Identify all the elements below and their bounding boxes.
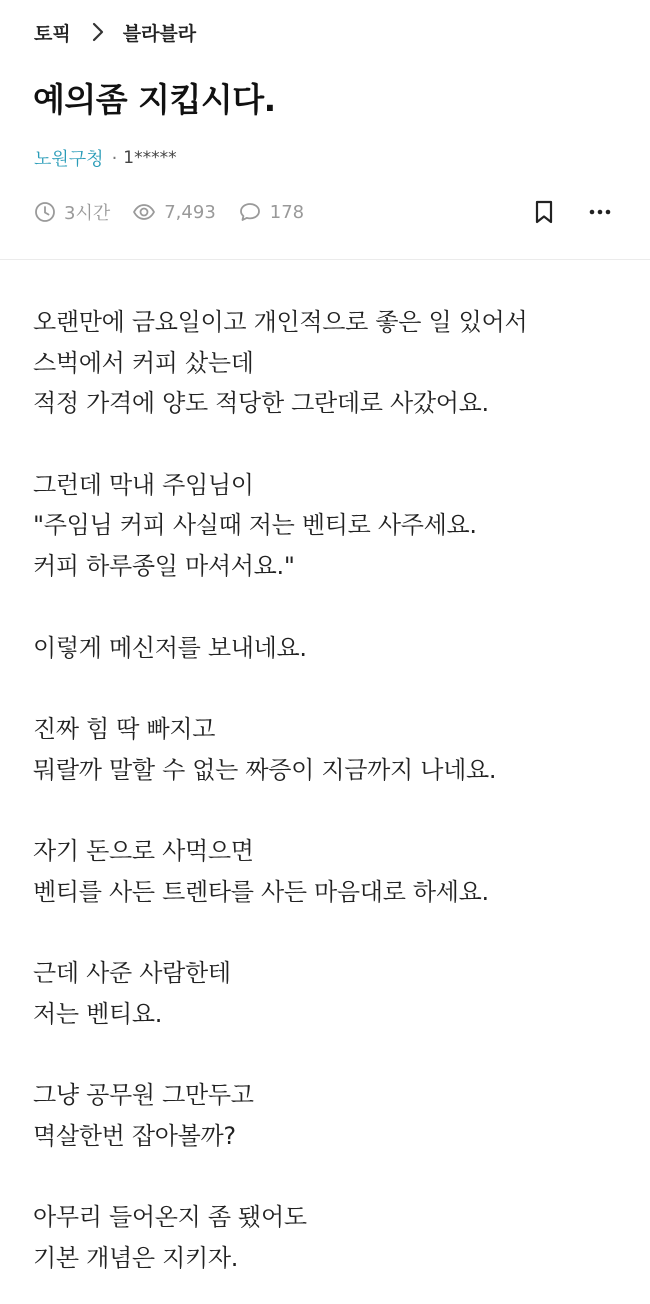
post-paragraph [33,302,623,424]
post-body-line: 저는 벤티요. [33,999,163,1028]
header-divider [0,259,650,260]
post-paragraph [33,628,623,669]
author-info [34,145,177,171]
post-body-line: 뭐랄까 말할 수 없는 짜증이 지금까지 나네요. [33,755,497,784]
bookmark-button[interactable] [528,196,560,228]
breadcrumb [34,19,196,45]
post-views [132,201,216,223]
breadcrumb-topic[interactable]: 토픽 [34,22,71,45]
post-meta [34,196,616,228]
breadcrumb-board[interactable]: 블라블라 [122,22,197,45]
post-paragraph [33,1197,623,1278]
post-body-line: 멱살한번 잡아볼까? [33,1121,236,1150]
post-body-line: 벤티를 사든 트렌타를 사든 마음대로 하세요. [33,877,489,906]
post-time [34,199,110,225]
chevron-right-icon [85,19,111,45]
post-body-line: 아무리 들어온지 좀 됐어도 [33,1203,307,1232]
post-views-count: 7,493 [164,201,216,223]
post-comments-count: 178 [269,201,305,223]
post-comments[interactable] [238,201,304,223]
post-body-line: 스벅에서 커피 샀는데 [33,348,254,377]
comment-icon [238,201,262,223]
post-actions [528,196,616,228]
author-company[interactable]: 노원구청 [34,149,104,170]
post-body-line: 오랜만에 금요일이고 개인적으로 좋은 일 있어서 [33,308,528,336]
post-body-line: 진짜 힘 딱 빠지고 [33,714,216,743]
post-paragraph [33,465,623,587]
more-icon [589,209,611,215]
clock-icon [34,201,56,223]
author-separator: · [111,147,118,169]
post-body [33,302,623,1304]
post-paragraph [33,953,623,1034]
post-body-line: 이렇게 메신저를 보내네요. [33,633,307,662]
bookmark-icon [534,200,554,224]
post-title: 예의좀 지킵시다. [33,80,276,119]
post-body-line: 자기 돈으로 사먹으면 [33,836,254,865]
post-body-line: "주임님 커피 사실때 저는 벤티로 사주세요. [33,511,477,540]
post-paragraph [33,1075,623,1156]
post-body-line: 적정 가격에 양도 적당한 그란데로 사갔어요. [33,389,489,418]
post-body-line: 근데 사준 사람한테 [33,959,231,987]
post-body-line: 기본 개념은 지키자. [33,1243,239,1272]
more-button[interactable] [584,196,616,228]
post-time-text: 3시간 [64,203,111,224]
post-paragraph [33,831,623,912]
post-body-line: 그런데 막내 주임님이 [33,470,254,499]
post-body-line: 커피 하루종일 마셔서요." [33,552,295,581]
post-paragraph [33,709,623,790]
eye-icon [132,201,156,223]
author-nickname: 1***** [123,148,177,168]
post-body-line: 그냥 공무원 그만두고 [33,1081,254,1110]
